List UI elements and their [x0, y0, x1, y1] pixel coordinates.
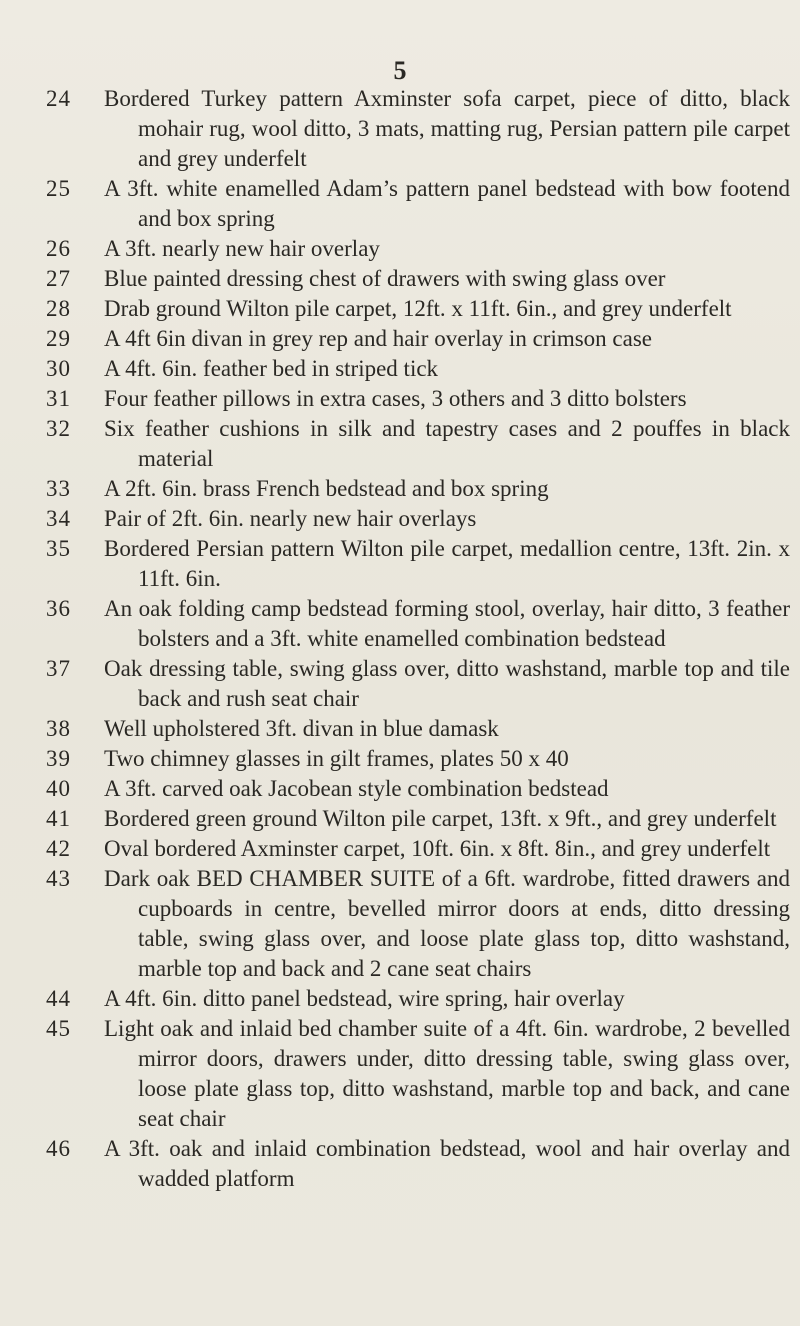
lot-description: Bordered green ground Wilton pile carpet, 13ft. x 9ft., and grey underfelt — [104, 806, 777, 831]
lot-number: 38 — [46, 716, 71, 741]
lot-description: A 4ft 6in divan in grey rep and hair overlay in crimson case — [104, 326, 653, 351]
lot-description: Drab ground Wilton pile carpet, 12ft. x 11ft. 6in., and grey underfelt — [104, 296, 732, 321]
lot-item — [46, 174, 790, 234]
lot-description: Dark oak BED CHAMBER SUITE of a 6ft. wardrobe, fitted drawers and cupboards in centre, bevelled mirror doors at ends, ditto dressing table, swing glass over, and loose plate glass top, ditto washstand, marble top and back and 2 cane seat chairs — [104, 866, 790, 981]
lot-number: 43 — [46, 866, 71, 891]
lot-item — [46, 654, 790, 714]
lot-item — [46, 474, 790, 504]
lot-description: A 4ft. 6in. feather bed in striped tick — [104, 356, 439, 381]
lot-item — [46, 984, 790, 1014]
lot-description: A 2ft. 6in. brass French bedstead and box spring — [104, 476, 549, 501]
lot-number: 45 — [46, 1016, 71, 1041]
lot-description: Light oak and inlaid bed chamber suite of a 4ft. 6in. wardrobe, 2 bevelled mirror doors, drawers under, ditto dressing table, swing glass over, loose plate glass top, ditto washstand, marble top and back, and cane seat chair — [104, 1016, 790, 1131]
lot-item — [46, 1014, 790, 1134]
lot-number: 35 — [46, 536, 71, 561]
lot-item — [46, 294, 790, 324]
lot-number: 25 — [46, 176, 71, 201]
lot-item — [46, 804, 790, 834]
lot-description: Four feather pillows in extra cases, 3 others and 3 ditto bolsters — [104, 386, 687, 411]
lot-number: 46 — [46, 1136, 71, 1161]
lot-item — [46, 324, 790, 354]
lot-number: 34 — [46, 506, 71, 531]
lot-item — [46, 714, 790, 744]
lot-number: 26 — [46, 236, 71, 261]
lot-number: 42 — [46, 836, 71, 861]
lot-number: 32 — [46, 416, 71, 441]
lot-description: Well upholstered 3ft. divan in blue damask — [104, 716, 499, 741]
lot-description: Pair of 2ft. 6in. nearly new hair overlays — [104, 506, 477, 531]
lot-item — [46, 414, 790, 474]
lot-item — [46, 834, 790, 864]
lot-item — [46, 84, 790, 174]
lot-description: Bordered Persian pattern Wilton pile carpet, medallion centre, 13ft. 2in. x 11ft. 6in. — [104, 536, 790, 591]
lot-item — [46, 1134, 790, 1194]
lot-description: Bordered Turkey pattern Axminster sofa carpet, piece of ditto, black mohair rug, wool ditto, 3 mats, matting rug, Persian pattern pile carpet and grey underfelt — [104, 86, 790, 171]
lot-item — [46, 594, 790, 654]
lot-item — [46, 504, 790, 534]
lot-item — [46, 354, 790, 384]
lot-number: 33 — [46, 476, 71, 501]
lot-description: Oak dressing table, swing glass over, ditto washstand, marble top and tile back and rush seat chair — [104, 656, 790, 711]
lot-number: 24 — [46, 86, 71, 111]
lot-item — [46, 264, 790, 294]
lot-item — [46, 864, 790, 984]
page-number: 5 — [393, 56, 407, 85]
lot-number: 31 — [46, 386, 71, 411]
lot-description: A 3ft. white enamelled Adam’s pattern panel bedstead with bow footend and box spring — [104, 176, 790, 231]
lot-item — [46, 534, 790, 594]
lot-description: Six feather cushions in silk and tapestry cases and 2 pouffes in black material — [104, 416, 790, 471]
lot-number: 29 — [46, 326, 71, 351]
lot-number: 30 — [46, 356, 71, 381]
lot-number: 28 — [46, 296, 71, 321]
lot-number: 39 — [46, 746, 71, 771]
lot-description: Two chimney glasses in gilt frames, plates 50 x 40 — [104, 746, 569, 771]
lot-number: 27 — [46, 266, 71, 291]
lot-description: An oak folding camp bedstead forming stool, overlay, hair ditto, 3 feather bolsters and a 3ft. white enamelled combination bedstead — [104, 596, 790, 651]
lot-item — [46, 234, 790, 264]
lot-item — [46, 384, 790, 414]
lot-number: 36 — [46, 596, 71, 621]
lot-number: 40 — [46, 776, 71, 801]
lot-description: A 4ft. 6in. ditto panel bedstead, wire spring, hair overlay — [104, 986, 625, 1011]
lot-item — [46, 744, 790, 774]
lot-list — [46, 84, 790, 1194]
lot-description: Blue painted dressing chest of drawers with swing glass over — [104, 266, 666, 291]
lot-number: 41 — [46, 806, 71, 831]
lot-item — [46, 774, 790, 804]
lot-description: Oval bordered Axminster carpet, 10ft. 6in. x 8ft. 8in., and grey underfelt — [104, 836, 771, 861]
lot-description: A 3ft. oak and inlaid combination bedstead, wool and hair overlay and wadded platform — [104, 1136, 790, 1191]
lot-description: A 3ft. nearly new hair overlay — [104, 236, 380, 261]
lot-number: 37 — [46, 656, 71, 681]
lot-description: A 3ft. carved oak Jacobean style combination bedstead — [104, 776, 609, 801]
lot-number: 44 — [46, 986, 71, 1011]
